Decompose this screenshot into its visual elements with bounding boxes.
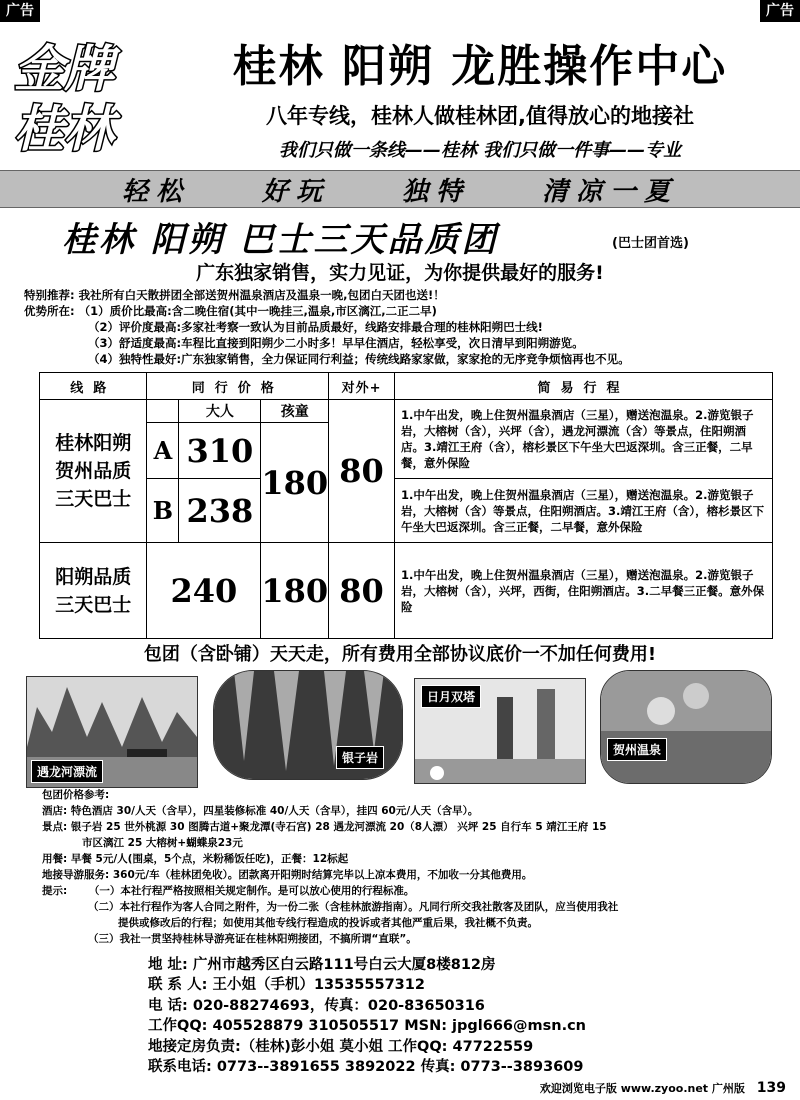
photo-label: 遇龙河漂流 [31,760,103,783]
advantage-num: （1） [78,304,110,318]
special-text: 我社所有白天散拼团全部送贺州温泉酒店及温泉一晚,包团白天团也送!！ [78,288,445,302]
daily-departure-notice: 包团（含卧铺）天天走，所有费用全部协议底价一不加任何费用! [143,644,657,665]
hot-spring-picture [601,671,771,783]
advantage-key: 评价度最高: [119,320,182,334]
route-price-table [39,372,773,639]
contact-local-booking: 地接定房负责:（桂林)彭小姐 莫小姐 工作QQ: 47722559 [148,1039,534,1055]
route1-markup: 80 [329,400,395,543]
advantage-text: 多家社考察一致认为目前品质最好，线路安排最合理的桂林阳朔巴士线! [181,320,543,334]
feature-band [0,170,800,208]
header-route: 线路 [40,373,147,400]
route2-name-line: 三天巴士 [55,593,132,616]
special-label: 特别推荐: [24,288,75,302]
option-a-adult-price: 310 [179,423,261,479]
advantage-text: 广东独家销售，全力保证同行利益；传统线路家家做，家家抢的无序竞争烦恼再也不见。 [181,352,630,366]
adult-label: 大人 [179,400,261,423]
table-header-row [40,373,773,400]
advantage-key: 质价比最高: [109,304,172,318]
sights-label: 景点: [42,821,68,833]
gold-guilin-logo [8,34,168,154]
advantage-key: 舒适度最高: [119,336,182,350]
option-b-label: B [147,479,179,543]
route1-name-line: 桂林阳朔 [55,432,132,454]
notes-label: 提示: [42,885,68,897]
notes-row-1 [42,884,414,899]
band-word-fun: 好玩 [261,176,330,207]
advantages-label: 优势所在: [24,304,75,318]
route1-name-line: 三天巴士 [55,488,132,510]
photo-hezhou-hot-spring [600,670,772,784]
advantage-row-3 [88,335,584,351]
contact-local-phone: 联系电话: 0773--3891655 3892022 传真: 0773--3893609 [148,1059,584,1075]
route1-child-price: 180 [261,423,329,543]
advantage-num: （4） [88,352,120,366]
route2-markup: 80 [329,543,395,639]
option-a-label: A [147,423,179,479]
tour-tagline: 广东独家销售，实力见证，为你提供最好的服务! [196,262,604,284]
route2-name-cell [40,543,147,639]
contact-qq-msn: 工作QQ: 405528879 310505517 MSN: jpgl666@msn.cn [148,1018,587,1034]
slogan-secondary: 我们只做一条线——桂林 我们只做一件事——专业 [278,140,682,161]
tour-title: 桂林 阳朔 巴士三天品质团 [62,220,499,260]
guide-row [42,868,532,883]
photo-yulong-river [26,676,198,788]
child-label: 孩童 [261,400,329,423]
table-row [40,479,773,543]
header-peer-price: 同行价格 [147,373,329,400]
option-b-adult-price: 238 [179,479,261,543]
route2-child-price: 180 [261,543,329,639]
advantage-row-1 [24,303,437,319]
contact-person: 联 系 人: 王小姐（手机）13535557312 [148,977,425,993]
tour-subtitle: (巴士团首选) [612,236,689,251]
route2-itinerary: 1.中午出发，晚上住贺州温泉酒店（三星），赠送泡温泉。2.游览银子岩，大榕树（含），兴坪，西街，住阳朔酒店。3.二早餐三正餐。意外保险 [394,543,772,639]
advantage-row-2 [88,319,543,335]
advantage-row-4 [88,351,630,367]
route1-name-cell [40,400,147,543]
hotel-text: 特色酒店 30/人天（含早），四星装修标准 40/人天（含早），挂四 60元/人天（含早）。 [70,805,479,817]
footer-text: 欢迎浏览电子版 www.zyoo.net [539,1082,709,1095]
photo-label: 日月双塔 [421,685,481,708]
ad-tag-left: 广告 [0,0,40,22]
advantage-key: 独特性最好: [119,352,182,366]
table-row [40,543,773,639]
note-item: （一）本社行程严格按照相关规定制作。是可以放心使用的行程标准。 [88,885,415,897]
meals-text: 早餐 5元/人(围桌，5个点，米粉稀饭任吃)，正餐：12标起 [70,853,349,865]
contact-address: 地 址: 广州市越秀区白云路111号白云大厦8楼812房 [148,957,496,973]
meals-row [42,852,348,867]
photo-label: 贺州温泉 [607,738,667,761]
page-number: 139 [756,1080,786,1096]
advantage-text: 含二晚住宿(其中一晚挂三,温泉,市区漓江,二正二早) [171,304,437,318]
page-title: 桂林 阳朔 龙胜操作中心 [232,41,728,92]
note-item: （三）我社一贯坚持桂林导游亮证在桂林阳朔接团，不搞所谓“直联”。 [88,933,417,945]
hotel-row [42,804,478,819]
ad-tag-right: 广告 [760,0,800,22]
header-markup: 对外+ [329,373,395,400]
footer-edition: 广州版 [711,1082,745,1095]
logo-line2: 桂林 [14,99,114,154]
route1-name-line: 贺州品质 [55,460,132,482]
sights-row-2: 市区漓江 25 大榕树+蝴蝶泉23元 [82,837,243,849]
route2-name-line: 阳朔品质 [55,565,132,588]
route1-option-a-itinerary: 1.中午出发，晚上住贺州温泉酒店（三星），赠送泡温泉。2.游览银子岩，大榕树（含），兴坪（含），遇龙河漂流（含）等景点，住阳朔酒店。3.靖江王府（含），榕杉景区下午坐大巴返深圳。含三正餐，二早餐，意外保险 [394,400,772,479]
advantage-text: 车程比直接到阳朔少二小时多！早早住酒店，轻松享受，次日清早到阳朔游览。 [181,336,584,350]
hotel-label: 酒店: [42,805,68,817]
advantage-num: （2） [88,320,120,334]
band-word-relaxed: 轻松 [121,176,190,207]
note-item: （二）本社行程作为客人合同之附件，为一份二张（含桂林旅游指南）。凡同行所交我社散客及团队，应当使用我社 [88,901,619,913]
advantage-num: （3） [88,336,120,350]
band-word-summer: 清凉一夏 [542,176,679,207]
photo-sun-moon-pagodas [414,678,586,784]
slogan-primary: 八年专线，桂林人做桂林团,值得放心的地接社 [266,104,694,128]
page-footer [540,1080,786,1096]
guide-text: 360元/车（桂林团免收）。团款离开阳朔时结算完毕以上凉本费用，不加收一分其他费用。 [112,869,533,881]
price-ref-title: 包团价格参考: [42,789,110,801]
sights-text: 银子岩 25 世外桃源 30 图腾古道+聚龙潭(寺石宫) 28 遇龙河漂流 20（8人漂） 兴坪 25 自行车 5 靖江王府 15 [70,821,607,833]
meals-label: 用餐: [42,853,68,865]
photo-label: 银子岩 [336,746,384,769]
logo-line1: 金牌 [14,39,114,98]
special-recommendation [24,287,445,303]
route2-adult-price: 240 [147,543,261,639]
note-item: 提供或修改后的行程；如使用其他专线行程造成的投诉或者其他严重后果，我社概不负责。 [118,917,538,929]
table-row [40,400,773,423]
band-word-unique: 独特 [402,176,471,207]
sights-row [42,820,607,835]
guide-label: 地接导游服务: [42,869,110,881]
header-itinerary: 简易行程 [394,373,772,400]
contact-phone: 电 话: 020-88274693，传真：020-83650316 [148,998,485,1014]
photo-silver-cave [213,670,403,780]
route1-option-b-itinerary: 1.中午出发，晚上住贺州温泉酒店（三星），赠送泡温泉。2.游览银子岩，大榕树（含）等景点，住阳朔酒店。3.靖江王府（含），榕杉景区下午坐大巴返深圳。含三正餐，二早餐，意外保险 [394,479,772,543]
